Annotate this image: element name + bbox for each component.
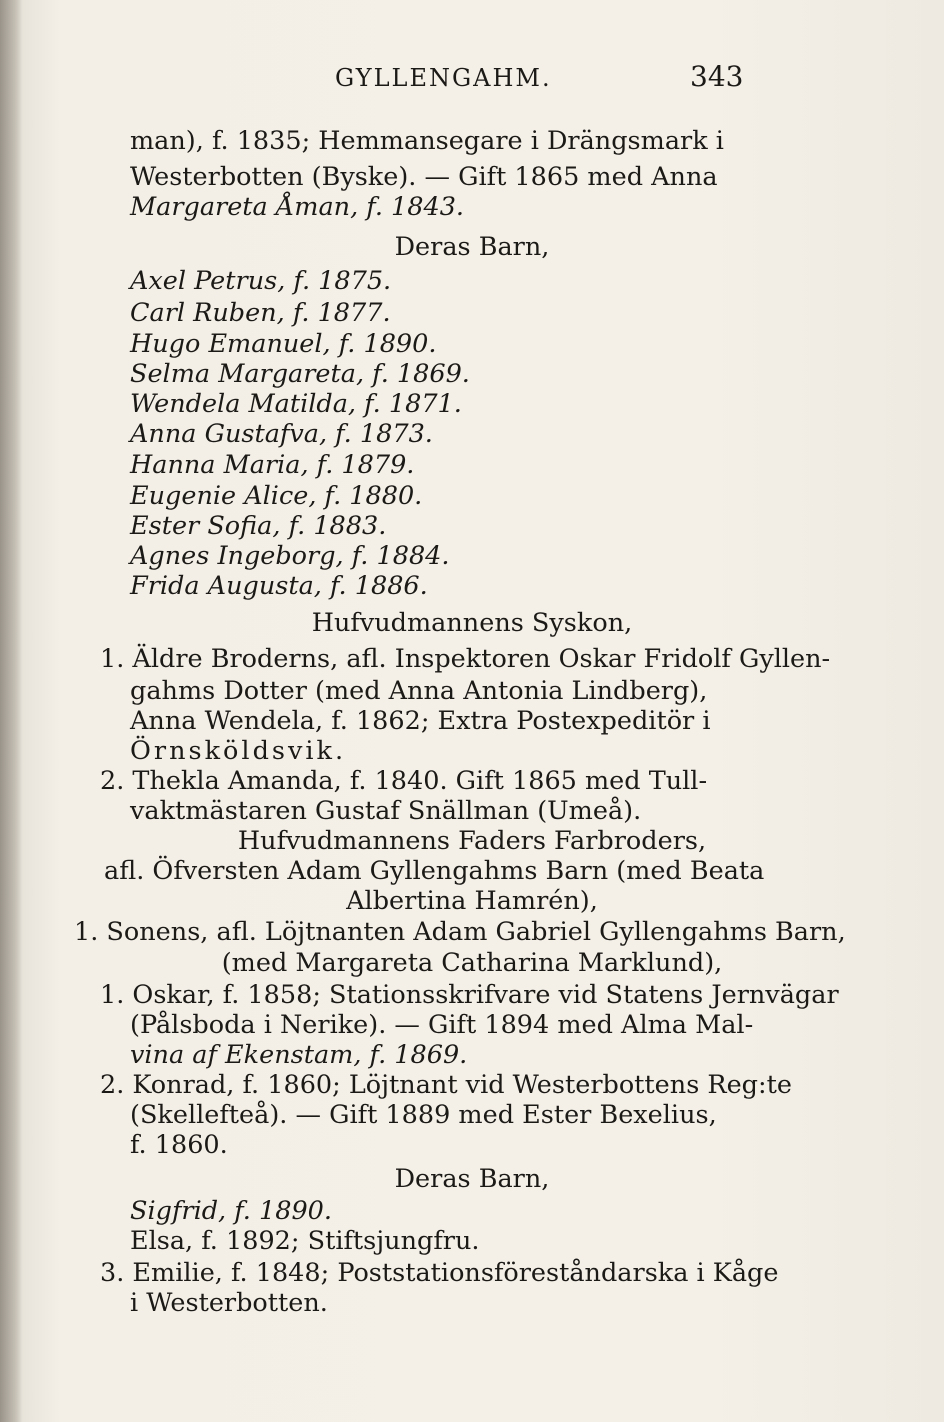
text-line: Ester Sofia, f. 1883. [130, 511, 387, 541]
book-spine-shadow [0, 0, 22, 1422]
section-heading: Deras Barn, [394, 232, 550, 262]
text-line: Anna Gustafva, f. 1873. [130, 419, 433, 449]
section-heading: Hufvudmannens Syskon, [311, 608, 633, 638]
text-line: vina af Ekenstam, f. 1869. [130, 1040, 468, 1070]
text-line: Westerbotten (Byske). — Gift 1865 med Anna [130, 162, 718, 192]
text-line: Selma Margareta, f. 1869. [130, 359, 470, 389]
text-line: 2. Konrad, f. 1860; Löjtnant vid Westerbottens Reg:te [100, 1070, 792, 1100]
section-heading: Deras Barn, [394, 1164, 550, 1194]
text-line: 1. Sonens, afl. Löjtnanten Adam Gabriel Gyllengahms Barn, [74, 917, 846, 947]
text-line: Sigfrid, f. 1890. [130, 1196, 333, 1226]
text-line: (Skellefteå). — Gift 1889 med Ester Bexelius, [130, 1100, 717, 1130]
text-line: Agnes Ingeborg, f. 1884. [130, 541, 450, 571]
running-head: GYLLENGAHM. [335, 64, 552, 92]
text-line: i Westerbotten. [130, 1288, 328, 1318]
text-line: vaktmästaren Gustaf Snällman (Umeå). [130, 796, 642, 826]
text-line: Carl Ruben, f. 1877. [130, 298, 391, 328]
text-line: 1. Oskar, f. 1858; Stationsskrifvare vid Statens Jernvägar [100, 980, 839, 1010]
text-line: Örnsköldsvik. [130, 736, 347, 766]
text-line: Wendela Matilda, f. 1871. [130, 389, 462, 419]
text-line: Axel Petrus, f. 1875. [130, 266, 392, 296]
text-line: man), f. 1835; Hemmansegare i Drängsmark i [130, 126, 724, 156]
section-heading: Hufvudmannens Faders Farbroders, [237, 826, 707, 856]
text-line: Hanna Maria, f. 1879. [130, 450, 415, 480]
text-line: Albertina Hamrén), [346, 886, 598, 916]
text-line: 3. Emilie, f. 1848; Poststationsföreståndarska i Kåge [100, 1258, 779, 1288]
page-header [0, 60, 944, 100]
text-line: 2. Thekla Amanda, f. 1840. Gift 1865 med Tull- [100, 766, 708, 796]
text-line: gahms Dotter (med Anna Antonia Lindberg), [130, 676, 708, 706]
text-line: Eugenie Alice, f. 1880. [130, 481, 423, 511]
text-line: afl. Öfversten Adam Gyllengahms Barn (med Beata [104, 856, 765, 886]
text-line: 1. Äldre Broderns, afl. Inspektoren Oskar Fridolf Gyllen- [100, 644, 831, 674]
text-line: Hugo Emanuel, f. 1890. [130, 329, 437, 359]
text-line: Anna Wendela, f. 1862; Extra Postexpeditör i [130, 706, 711, 736]
text-line: Margareta Åman, f. 1843. [130, 192, 465, 222]
text-line: f. 1860. [130, 1130, 228, 1160]
text-line: (med Margareta Catharina Marklund), [221, 948, 723, 978]
text-line: Frida Augusta, f. 1886. [130, 571, 428, 601]
page-number: 343 [690, 60, 744, 93]
text-line: Elsa, f. 1892; Stiftsjungfru. [130, 1226, 480, 1256]
text-line: (Pålsboda i Nerike). — Gift 1894 med Alma Mal- [130, 1010, 754, 1040]
